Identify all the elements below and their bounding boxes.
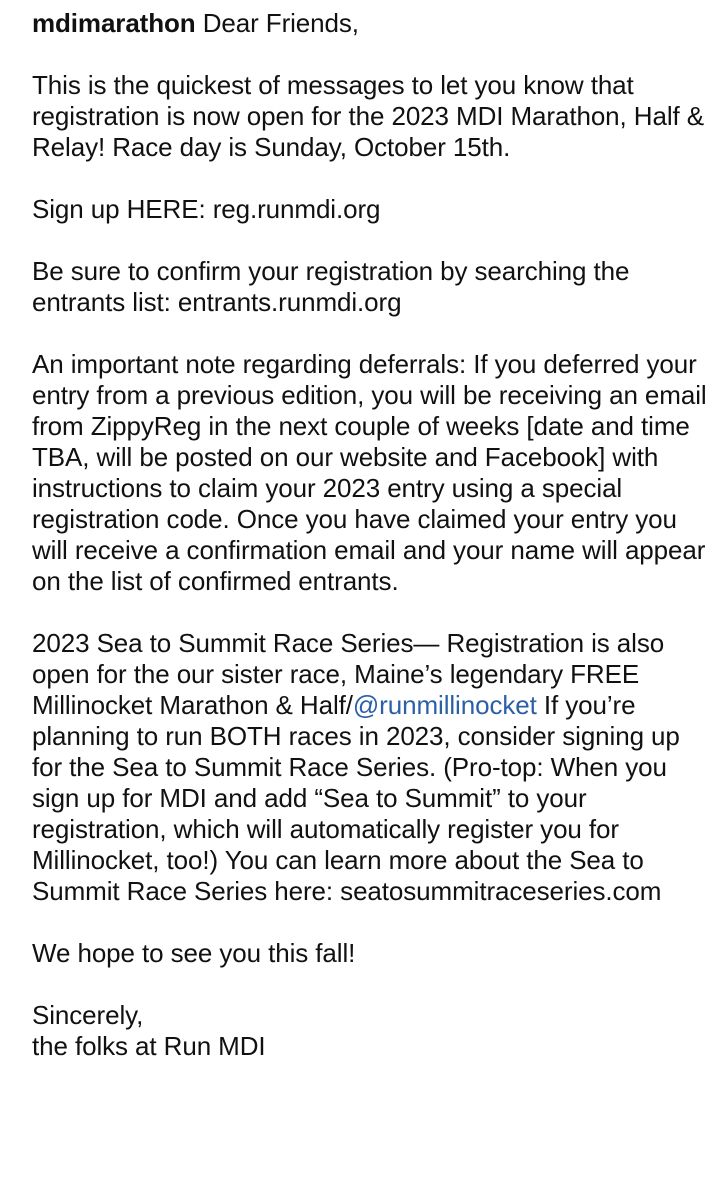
- signup-link[interactable]: reg.runmdi.org: [212, 194, 381, 224]
- username-link[interactable]: mdimarathon: [32, 8, 196, 38]
- series-text-after: If you’re planning to run BOTH races in 2023, consider signing up for the Sea to Summit Race Series. (Pro-top: When you sign up for MDI and add “Sea to Summit” to your registration, which will automatically register you for Millinocket, too!) You can learn more about the Sea to Summit Race Series here:: [32, 690, 680, 906]
- signoff: [32, 1000, 712, 1062]
- deferrals-paragraph: An important note regarding deferrals: If you deferred your entry from a previous edition, you will be receiving an email from ZippyReg in the next couple of weeks [date and time TBA, will be posted on our website and Facebook] with instructions to claim your 2023 entry using a special registration code. Once you have claimed your entry you will receive a confirmation email and your name will appear on the list of confirmed entrants.: [32, 349, 707, 596]
- confirm-paragraph: [32, 256, 712, 318]
- entrants-link[interactable]: entrants.runmdi.org: [177, 287, 402, 317]
- caption-header: [32, 8, 712, 39]
- greeting-text: Dear Friends,: [195, 8, 359, 38]
- confirm-prefix: Be sure to confirm your registration by searching the entrants list:: [32, 256, 630, 317]
- series-website-link[interactable]: seatosummitraceseries.com: [340, 876, 662, 906]
- signup-prefix: Sign up HERE:: [32, 194, 213, 224]
- signoff-line-1: Sincerely,: [32, 1000, 144, 1030]
- runmillinocket-mention[interactable]: @runmillinocket: [352, 690, 537, 720]
- closing-paragraph: We hope to see you this fall!: [32, 938, 356, 968]
- signoff-line-2: the folks at Run MDI: [32, 1031, 266, 1061]
- post-caption: [32, 8, 712, 1093]
- signup-paragraph: [32, 194, 712, 225]
- intro-paragraph: This is the quickest of messages to let you know that registration is now open for the 2023 MDI Marathon, Half & Relay! Race day is Sunday, October 15th.: [32, 70, 704, 162]
- series-paragraph: [32, 628, 712, 907]
- series-text-before: 2023 Sea to Summit Race Series— Registration is also open for the our sister race, Maine’s legendary FREE Millinocket Marathon & Half/: [32, 628, 665, 720]
